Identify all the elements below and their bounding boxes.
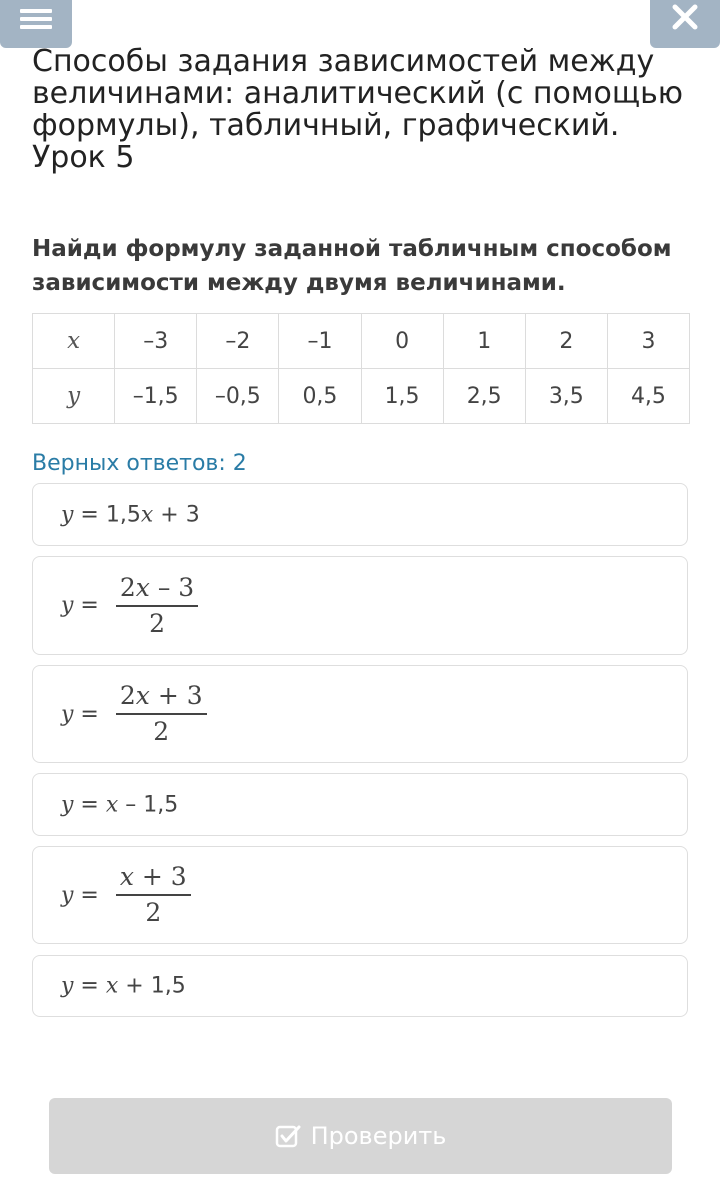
numerator: x + 3 xyxy=(119,862,187,891)
answer-option-5[interactable] xyxy=(32,846,688,944)
answer-option-3[interactable] xyxy=(32,665,688,763)
table-cell: 1,5 xyxy=(361,369,443,424)
table-row-y xyxy=(33,369,690,424)
denominator: 2 xyxy=(145,898,162,927)
table-cell: 2,5 xyxy=(443,369,525,424)
answer-option-2[interactable] xyxy=(32,556,688,655)
table-cell: –1,5 xyxy=(115,369,197,424)
fraction xyxy=(116,571,198,641)
fraction xyxy=(116,679,207,749)
check-button[interactable] xyxy=(49,1098,672,1174)
formula: y = $\frac{x + 3}{2}$ xyxy=(61,860,191,930)
hamburger-menu-icon xyxy=(20,9,52,29)
table-cell: 0,5 xyxy=(279,369,361,424)
formula: y = $\frac{2x + 3}{2}$ xyxy=(61,679,207,749)
table-cell: 0 xyxy=(361,314,443,369)
table-cell: –1 xyxy=(279,314,361,369)
table-cell: –0,5 xyxy=(197,369,279,424)
menu-button[interactable] xyxy=(0,0,72,48)
table-header-y: y xyxy=(33,369,115,424)
close-icon xyxy=(671,3,699,31)
table-cell: 3,5 xyxy=(525,369,607,424)
formula: y = x + 1,5 xyxy=(61,973,186,999)
formula: y = x – 1,5 xyxy=(61,792,179,817)
table-row-x xyxy=(33,314,690,369)
numerator: 2x – 3 xyxy=(119,572,195,602)
denominator: 2 xyxy=(149,608,165,638)
lesson-title: Способы задания зависимостей между величинами: аналитический (с помощью формулы), табличный, графический. Урок 5 xyxy=(32,44,684,175)
values-table xyxy=(32,313,690,424)
table-cell: 1 xyxy=(443,314,525,369)
table-cell: 3 xyxy=(607,314,689,369)
table-cell: 4,5 xyxy=(607,369,689,424)
answer-option-4[interactable] xyxy=(32,773,688,836)
denominator: 2 xyxy=(153,717,170,746)
formula: y = 1,5 x + 3 xyxy=(61,502,200,527)
table-cell: –3 xyxy=(115,314,197,369)
close-button[interactable] xyxy=(650,0,720,48)
formula: y = $\frac{2x - 3}{2}$ xyxy=(61,571,198,641)
answer-option-6[interactable] xyxy=(32,955,688,1017)
table-header-x: x xyxy=(33,314,115,369)
task-question: Найди формулу заданной табличным способом зависимости между двумя величинами. xyxy=(32,236,672,296)
check-button-label: Проверить xyxy=(310,1122,447,1150)
table-cell: 2 xyxy=(525,314,607,369)
checkbox-check-icon xyxy=(275,1123,301,1149)
fraction xyxy=(116,860,191,930)
answer-option-1[interactable] xyxy=(32,483,688,546)
table-cell: –2 xyxy=(197,314,279,369)
numerator: 2x + 3 xyxy=(119,681,203,710)
correct-answers-hint: Верных ответов: 2 xyxy=(32,451,247,476)
